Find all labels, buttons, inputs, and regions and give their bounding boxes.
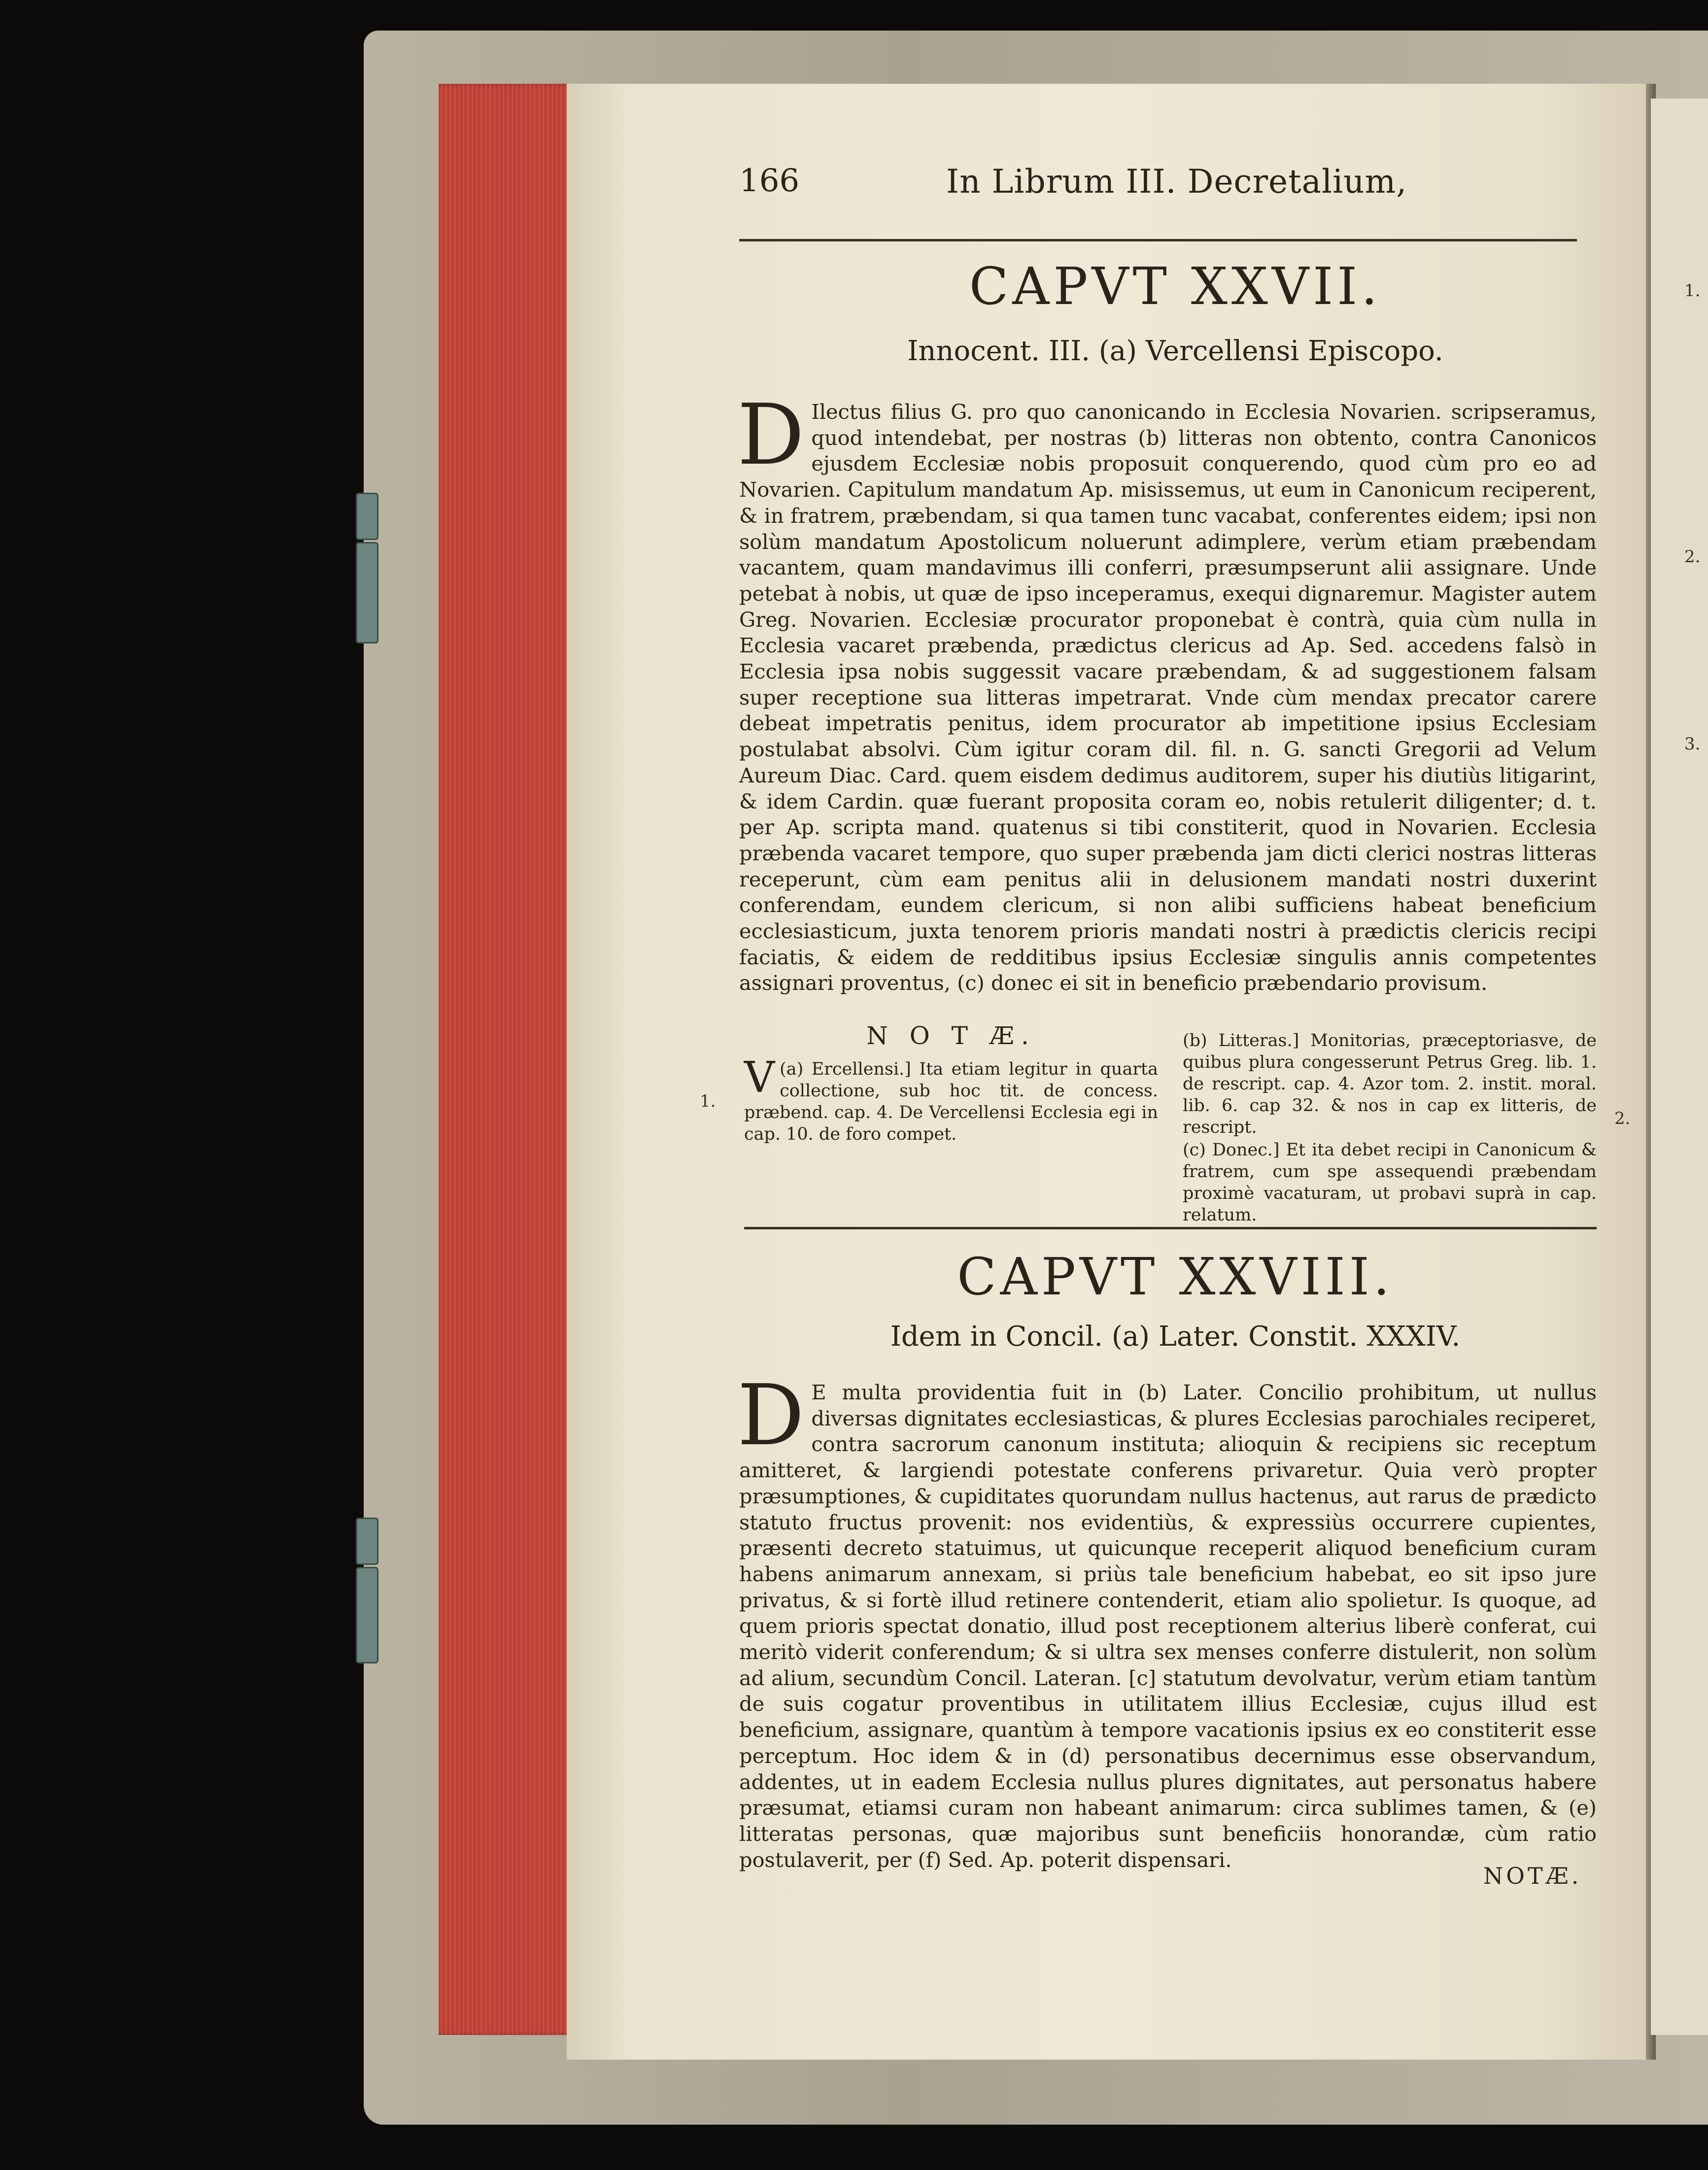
notes-catchword: NOTÆ. [1483,1863,1582,1889]
note-b-text: (b) Litteras.] Monitorias, præceptoriasve, de quibus plura congesserunt Petrus Greg. lib. 1. de rescript. cap. 4. Azor tom. 2. instit. moral. lib. 6. cap 32. & nos in cap ex litteris, de rescript. [1183,1031,1597,1137]
header-rule [739,239,1577,241]
chapter-27-title: CAPVT XXVII. [969,256,1382,316]
page-header [739,163,1611,212]
page-edges-red [439,84,577,2035]
chapter-28-title: CAPVT XXVIII. [957,1247,1394,1307]
clasp-top-b [356,542,378,644]
next-page-number-3: 3. [1684,734,1701,754]
notes-heading: N O T Æ. [866,1021,1036,1050]
page-number: 166 [739,163,800,199]
clasp-bottom-a [356,1518,378,1565]
clasp-bottom-b [356,1567,378,1663]
next-page-number-1: 1. [1684,281,1701,301]
notes-right-column [1183,1030,1597,1225]
right-margin-number: 2. [1614,1109,1631,1128]
left-margin-number: 1. [700,1091,716,1111]
facing-page [1651,99,1708,2035]
notes-left-column [744,1021,1158,1202]
note-a-label: (a) [780,1059,804,1079]
chapter-27-text: Ilectus filius G. pro quo canonicando in Ecclesia Novarien. scripseramus, quod intendebat, per nostras (b) litteras non obtento, contra Canonicos ejusdem Ecclesiæ nobis proposuit conquerendo, quod cùm pro eo ad Novarien. Capitulum mandatum Ap. misissemus, ut eum in Canonicum reciperent, & in fratrem, præbendam, si qua tamen tunc vacabat, conferentes eidem; ipsi non solùm mandatum Apostolicum noluerunt adimplere, verùm etiam præbendam vacantem, quam mandavimus illi conferri, præsumpserunt alii assignare. Unde petebat à nobis, ut quæ de ipso inceperamus, exequi dignaremur. Magister autem Greg. Novarien. Ecclesiæ procurator proponebat è contrà, quia cùm nulla in Ecclesia vacaret præbenda, prædictus clericus ad Ap. Sed. accedens falsò in Ecclesia ipsa nobis suggessit vacare præbendam, & ad suggestionem falsam super receptione sua litteras impetrarat. Vnde cùm mendax precator carere debeat impetratis penitus, idem procurator ab impetitione ipsius Ecclesiam postulabat absolvi. Cùm igitur coram dil. fil. n. G. sancti Gregorii ad Velum Aureum Diac. Card. quem eisdem dedimus auditorem, super his diutiùs litigarint, & idem Cardin. quæ fuerant proposita coram eo, nobis retulerit diligenter; d. t. per Ap. scripta mand. quatenus si tibi constiterit, quod in Novarien. Ecclesia præbenda vacaret tempore, quo super præbenda jam dicti clerici nostras litteras receperunt, cùm eam penitus alii in delusionem mandati nostri duxerint conferendam, eundem clericum, si non alibi sufficiens habeat beneficium ecclesiasticum, juxta tenorem prioris mandati nostri à prædictis clericis recipi faciatis, & eidem de redditibus ipsius Ecclesiæ singulis annis competentes assignari proventus, (c) donec ei sit in beneficio præbendario provisum. [739,400,1597,995]
chapter-27-body [737,386,1597,1010]
chapter-28-body [737,1367,1597,1882]
chapter-27-subtitle: Innocent. III. (a) Vercellensi Episcopo. [907,335,1443,367]
note-a-cap: V [744,1053,775,1102]
chapter-28-subtitle: Idem in Concil. (a) Later. Constit. XXXIV. [890,1321,1461,1353]
running-title: In Librum III. Decretalium, [946,163,1407,201]
chapter-28-text: E multa providentia fuit in (b) Later. Concilio prohibitum, ut nullus diversas dignitates ecclesiasticas, & plures Ecclesias parochiales reciperet, contra sacrorum canonum instituta; alioquin & recipiens sic receptum amitteret, & largiendi potestate conferens privaretur. Quia verò propter præsumptiones, & cupiditates quorundam nullus hactenus, aut rarus de prædicto statuto fructus provenit: nos evidentiùs, & expressiùs occurrere cupientes, præsenti decreto statuimus, ut quicunque receperit aliquod beneficium curam habens animarum annexam, si priùs tale beneficium habebat, eo sit ipso jure privatus, & si fortè illud retinere contenderit, etiam alio spolietur. Is quoque, ad quem prioris spectat donatio, illud post receptionem alterius liberè conferat, cui meritò viderit conferendum; & si ultra sex menses conferre distulerit, non solùm ad alium, secundùm Concil. Lateran. [c] statutum devolvatur, verùm etiam tantùm de suis cogatur proventibus in utilitatem illius Ecclesiæ, cujus illud est beneficium, assignare, quantùm à tempore vacationis ipsius ex eo constiterit esse perceptum. Hoc idem & in (d) personatibus decernimus esse observandum, addentes, ut in eadem Ecclesia nullus plures dignitates, aut personatus habere præsumat, etiamsi curam non habeant animarum: circa sublimes tamen, & (e) litteratas personas, quæ majoribus sunt beneficiis honorandæ, cùm ratio postulaverit, per (f) Sed. Ap. poterit dispensari. [739,1380,1597,1872]
clasp-top-a [356,493,378,540]
next-page-number-2: 2. [1684,547,1701,567]
notes-rule [744,1227,1597,1229]
note-a-text: Ercellensi.] Ita etiam legitur in quarta collectione, sub hoc tit. de concess. præbend. cap. 4. De Vercellensi Ecclesia egi in cap. 10. de foro compet. [744,1059,1158,1144]
note-c-text: (c) Donec.] Et ita debet recipi in Canonicum & fratrem, cum spe assequendi præbendam proximè vacaturam, ut probavi suprà in cap. relatum. [1183,1140,1597,1225]
chapter-28-dropcap: D [737,1367,805,1464]
chapter-27-dropcap: D [737,386,805,484]
